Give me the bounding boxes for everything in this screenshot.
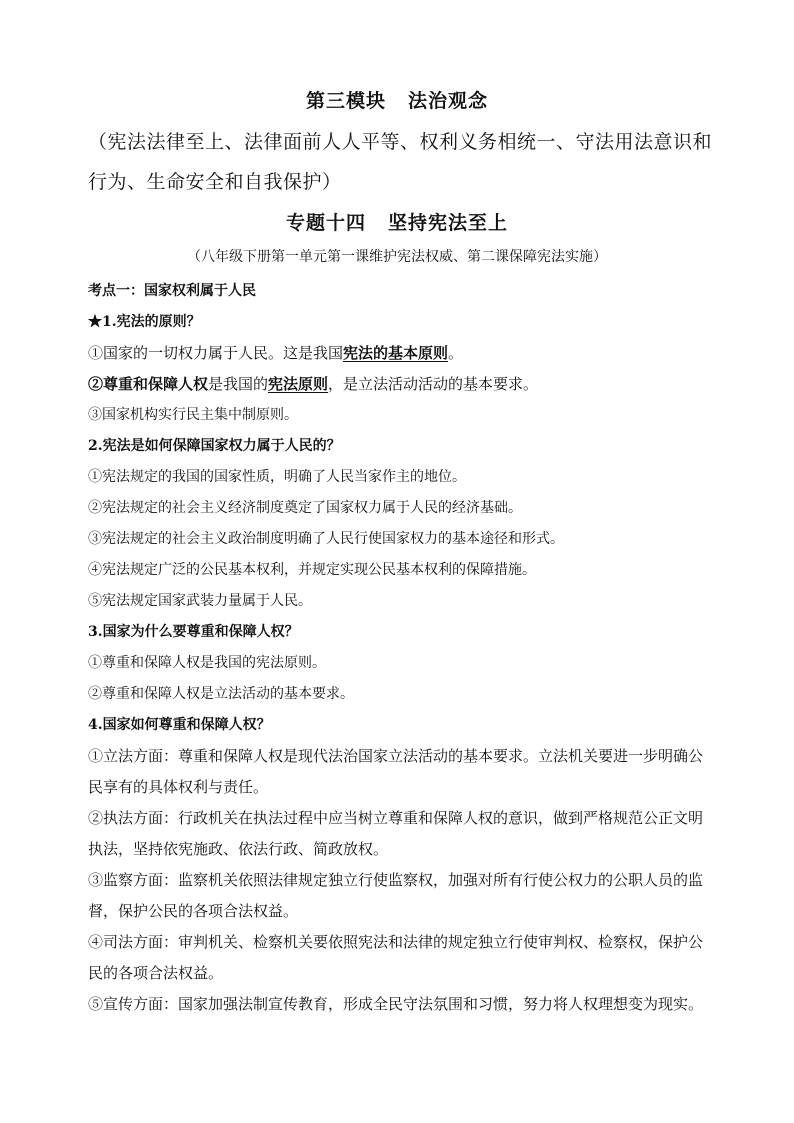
topic-subtitle: （八年级下册第一单元第一课维护宪法权威、第二课保障宪法实施） — [187, 249, 607, 265]
module-title-name: 法治观念 — [408, 90, 489, 112]
question-1-title: ★1.宪法的原则？ — [88, 314, 201, 330]
question-2-answer: ②宪法规定的社会主义经济制度奠定了国家权力属于人民的经济基础。 — [88, 500, 522, 516]
answer-underlined: 宪法原则 — [268, 375, 329, 393]
answer-text: ①国家的一切权力属于人民。这是我国 — [88, 344, 344, 362]
question-1-answer-2 — [88, 369, 712, 400]
topic-title — [0, 208, 794, 235]
question-2-answer: ⑤宪法规定国家武装力量属于人民。 — [88, 593, 312, 609]
question-2-title: 2.宪法是如何保障国家权力属于人民的？ — [88, 438, 341, 454]
question-1-answer-1 — [88, 338, 712, 369]
question-4-answer: ④司法方面：审判机关、检察机关要依照宪法和法律的规定独立行使审判权、检察权，保护公民的各项合法权益。 — [88, 933, 704, 982]
answer-text: 。 — [448, 344, 464, 362]
question-4-answer: ⑤宣传方面：国家加强法制宣传教育，形成全民守法氛围和习惯，努力将人权理想变为现实。 — [88, 995, 704, 1013]
question-4-answer: ①立法方面：尊重和保障人权是现代法治国家立法活动的基本要求。立法机关要进一步明确公民享有的具体权利与责任。 — [88, 747, 704, 796]
topic-title-number: 专题十四 — [285, 212, 366, 234]
module-title — [0, 86, 794, 113]
module-title-number: 第三模块 — [305, 90, 386, 112]
content-body — [88, 276, 712, 1020]
question-1-answer-3: ③国家机构实行民主集中制原则。 — [88, 407, 298, 423]
question-4-answer: ②执法方面：行政机关在执法过程中应当树立尊重和保障人权的意识，做到严格规范公正文明执法，坚持依宪施政、依法行政、简政放权。 — [88, 809, 704, 858]
module-subtitle: （宪法法律至上、法律面前人人平等、权利义务相统一、守法用法意识和行为、生命安全和自我保护） — [88, 131, 713, 193]
answer-bold: ②尊重和保障人权 — [88, 375, 209, 393]
kaodian-heading: 考点一：国家权利属于人民 — [88, 283, 256, 299]
question-3-title: 3.国家为什么要尊重和保障人权？ — [88, 624, 299, 640]
question-2-answer: ④宪法规定广泛的公民基本权利，并规定实现公民基本权利的保障措施。 — [88, 562, 536, 578]
question-3-answer: ②尊重和保障人权是立法活动的基本要求。 — [88, 686, 354, 702]
question-4-title: 4.国家如何尊重和保障人权？ — [88, 717, 271, 733]
question-2-answer: ①宪法规定的我国的国家性质，明确了人民当家作主的地位。 — [88, 469, 466, 485]
question-2-answer: ③宪法规定的社会主义政治制度明确了人民行使国家权力的基本途径和形式。 — [88, 531, 564, 547]
topic-title-name: 坚持宪法至上 — [388, 212, 509, 234]
answer-underlined: 宪法的基本原则 — [343, 344, 449, 362]
question-3-answer: ①尊重和保障人权是我国的宪法原则。 — [88, 655, 326, 671]
answer-text: 是我国的 — [208, 375, 269, 393]
answer-text: ，是立法活动活动的基本要求。 — [328, 375, 539, 393]
question-4-answer: ③监察方面：监察机关依照法律规定独立行使监察权，加强对所有行使公权力的公职人员的监督，保护公民的各项合法权益。 — [88, 871, 704, 920]
